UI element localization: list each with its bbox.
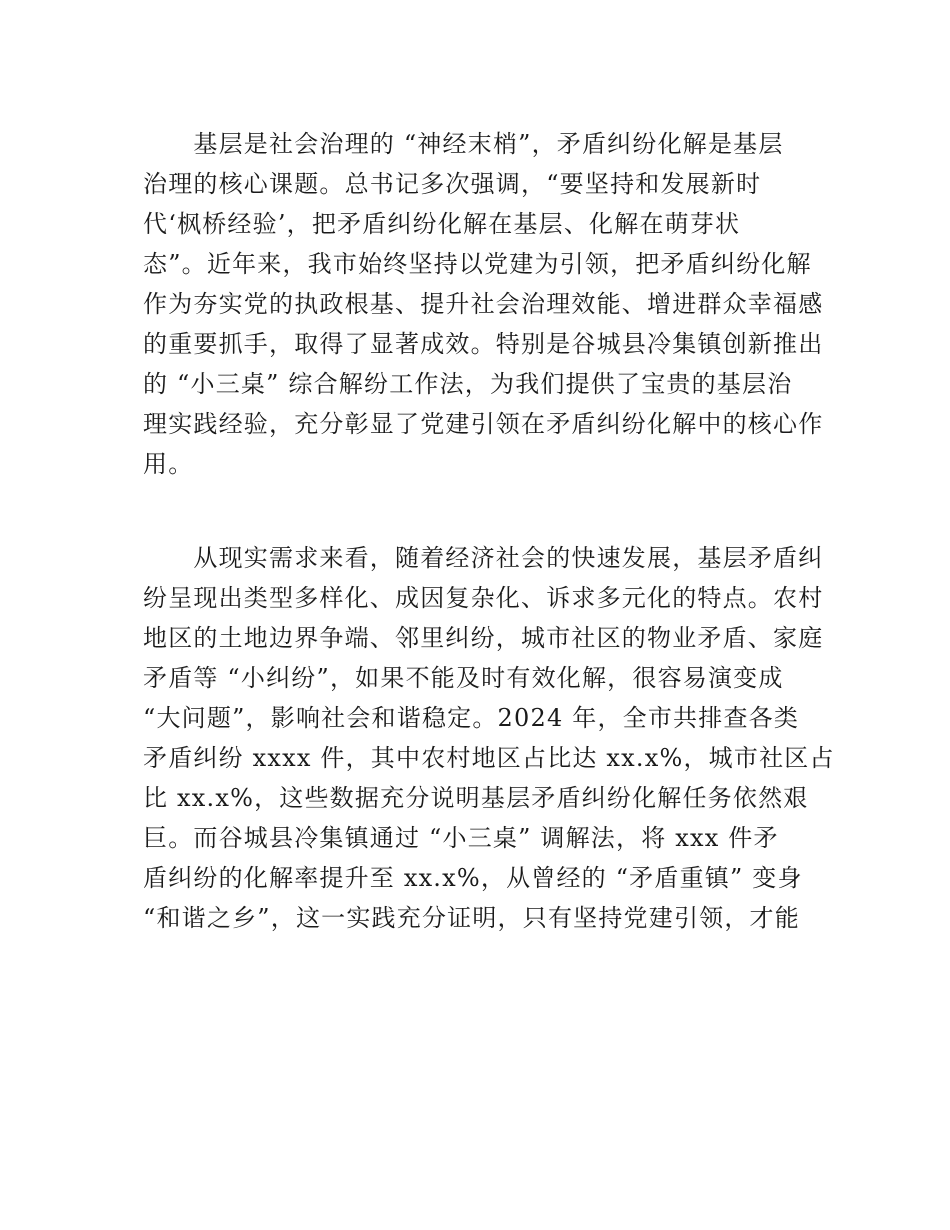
text-line: 纷呈现出类型多样化、成因复杂化、诉求多元化的特点。农村: [143, 584, 824, 612]
text-line: 地区的土地边界争端、邻里纠纷，城市社区的物业矛盾、家庭: [143, 624, 824, 652]
text-line: 比 xx.x%，这些数据充分说明基层矛盾纠纷化解任务依然艰: [143, 784, 809, 812]
text-line: “和谐之乡”，这一实践充分证明，只有坚持党建引领，才能: [143, 904, 800, 932]
text-line: 治理的核心课题。总书记多次强调，“要坚持和发展新时: [143, 170, 762, 198]
text-line: 矛盾纠纷 xxxx 件，其中农村地区占比达 xx.x%，城市社区占: [143, 744, 835, 772]
text-line: 态”。近年来，我市始终坚持以党建为引领，把矛盾纠纷化解: [143, 250, 812, 278]
text-line: 基层是社会治理的 “神经末梢”，矛盾纠纷化解是基层: [143, 130, 784, 158]
text-line: 的重要抓手，取得了显著成效。特别是谷城县冷集镇创新推出: [143, 330, 824, 358]
text-line: 代‘枫桥经验’，把矛盾纠纷化解在基层、化解在萌芽状: [143, 210, 741, 238]
text-line: 作为夯实党的执政根基、提升社会治理效能、增进群众幸福感: [143, 290, 824, 318]
text-line: 的 “小三桌” 综合解纷工作法，为我们提供了宝贵的基层治: [143, 370, 793, 398]
text-line: 盾纠纷的化解率提升至 xx.x%，从曾经的 “矛盾重镇” 变身: [143, 864, 803, 892]
text-line: “大问题”，影响社会和谐稳定。2024 年，全市共排查各类: [143, 704, 800, 732]
text-line: 从现实需求来看，随着经济社会的快速发展，基层矛盾纠: [143, 544, 824, 572]
text-line: 巨。而谷城县冷集镇通过 “小三桌” 调解法，将 xxx 件矛: [143, 824, 779, 852]
text-line: 矛盾等 “小纠纷”，如果不能及时有效化解，很容易演变成: [143, 664, 784, 692]
text-line: 用。: [143, 450, 194, 478]
text-line: 理实践经验，充分彰显了党建引领在矛盾纠纷化解中的核心作: [143, 410, 824, 438]
